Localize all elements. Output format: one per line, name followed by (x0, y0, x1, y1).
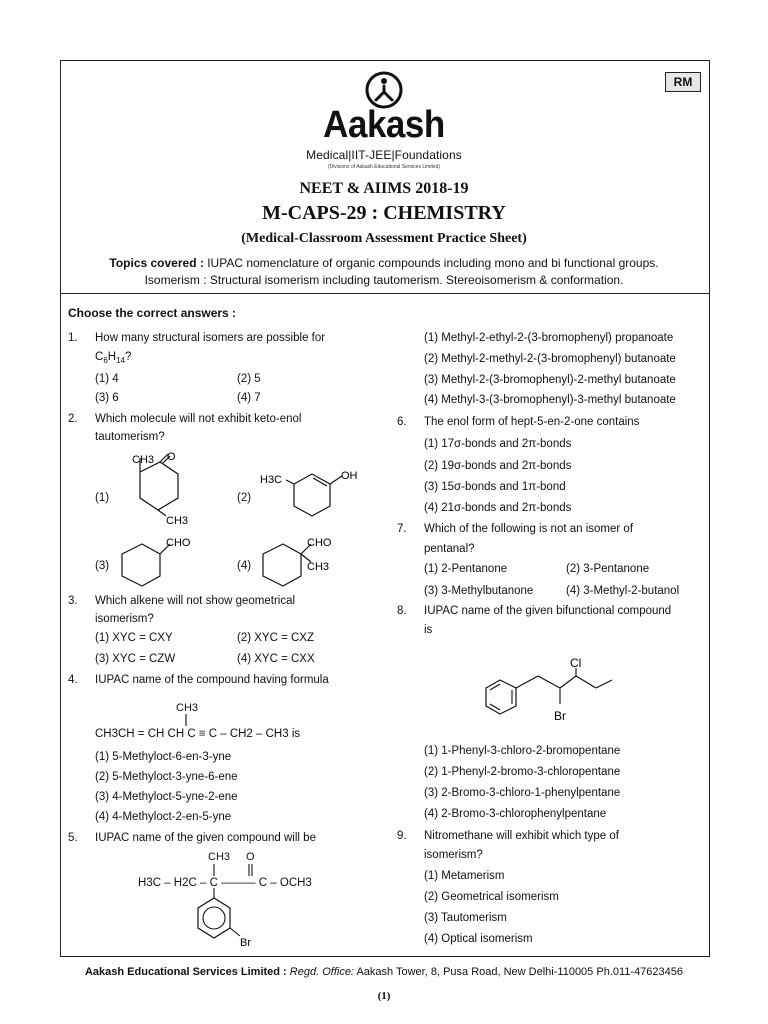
q4-branch-line (184, 714, 188, 728)
q1-text: How many structural isomers are possible for (95, 332, 326, 344)
q3-number: 3. (68, 595, 78, 607)
q8-br: Br (554, 709, 566, 723)
q2-option-4[interactable]: (4) (237, 560, 252, 572)
s1-ch3-top: CH3 (132, 454, 155, 466)
q3-option-1[interactable]: (1) XYC = CXY (95, 632, 173, 644)
q6-option-2[interactable]: (2) 19σ-bonds and 2π-bonds (424, 460, 572, 472)
q1-option-2[interactable]: (2) 5 (237, 373, 261, 385)
rm-badge: RM (665, 72, 701, 92)
q8-option-1[interactable]: (1) 1-Phenyl-3-chloro-2-bromopentane (424, 745, 621, 757)
q8-option-2[interactable]: (2) 1-Phenyl-2-bromo-3-chloropentane (424, 766, 621, 778)
q4-number: 4. (68, 674, 78, 686)
q5-option-3[interactable]: (3) Methyl-2-(3-bromophenyl)-2-methyl butanoate (424, 374, 676, 386)
q4-text: IUPAC name of the compound having formula (95, 674, 329, 686)
sheet-title: M-CAPS-29 : CHEMISTRY (262, 202, 506, 224)
q2-structure-3 (110, 532, 210, 592)
q4-option-2[interactable]: (2) 5-Methyloct-3-yne-6-ene (95, 771, 238, 783)
topics-covered (70, 255, 698, 289)
q5-number: 5. (68, 832, 78, 844)
q2-structure-4 (255, 532, 355, 592)
footer-address: Aakash Tower, 8, Pusa Road, New Delhi-110005 Ph.011-47623456 (356, 966, 684, 978)
q9-option-4[interactable]: (4) Optical isomerism (424, 933, 533, 945)
q1-option-4[interactable]: (4) 7 (237, 392, 261, 404)
q3-option-2[interactable]: (2) XYC = CXZ (237, 632, 315, 644)
q5-option-1[interactable]: (1) Methyl-2-ethyl-2-(3-bromophenyl) propanoate (424, 332, 674, 344)
page-number: (1) (377, 990, 391, 1002)
q5-carbonyl-o: O (246, 851, 255, 863)
footer-company: Aakash Educational Services Limited : (84, 966, 287, 978)
q6-option-1[interactable]: (1) 17σ-bonds and 2π-bonds (424, 438, 572, 450)
q8-cl: Cl (570, 656, 582, 670)
q8-option-4[interactable]: (4) 2-Bromo-3-chlorophenylpentane (424, 808, 607, 820)
q5-option-4[interactable]: (4) Methyl-3-(3-bromophenyl)-3-methyl butanoate (424, 394, 676, 406)
q9-option-2[interactable]: (2) Geometrical isomerism (424, 891, 559, 903)
q5-text: IUPAC name of the given compound will be (95, 832, 316, 844)
s3-cho: CHO (166, 537, 191, 549)
instruction: Choose the correct answers : (68, 306, 237, 320)
q1-number: 1. (68, 332, 78, 344)
topics-label: Topics covered : (109, 256, 204, 270)
q7-number: 7. (397, 523, 407, 535)
q1-option-3[interactable]: (3) 6 (95, 392, 119, 404)
q4-option-1[interactable]: (1) 5-Methyloct-6-en-3-yne (95, 751, 232, 763)
q5-br: Br (240, 937, 251, 949)
q3-option-4[interactable]: (4) XYC = CXX (237, 653, 315, 665)
q2-structure-1 (110, 450, 200, 530)
q7-text-1: Which of the following is not an isomer of (424, 523, 634, 535)
brand-divisions: Medical|IIT-JEE|Foundations (306, 148, 462, 162)
q2-text-1: Which molecule will not exhibit keto-enol (95, 413, 302, 425)
q4-option-4[interactable]: (4) 4-Methyloct-2-en-5-yne (95, 811, 232, 823)
footer (0, 966, 768, 978)
q5-ch3: CH3 (208, 851, 231, 863)
q2-structure-2 (258, 462, 368, 522)
q1-formula: $C_6H_{14}$? (95, 351, 132, 365)
q5-option-2[interactable]: (2) Methyl-2-methyl-2-(3-bromophenyl) butanoate (424, 353, 676, 365)
q8-text-2: is (424, 624, 433, 636)
q4-formula: CH3CH = CH CH C ≡ C – CH2 – CH3 is (95, 728, 301, 740)
sheet-subtitle: (Medical-Classroom Assessment Practice Sheet) (241, 231, 527, 246)
q8-option-3[interactable]: (3) 2-Bromo-3-chloro-1-phenylpentane (424, 787, 621, 799)
q7-option-4[interactable]: (4) 3-Methyl-2-butanol (566, 585, 680, 597)
q4-ch3: CH3 (176, 702, 199, 714)
q3-text-1: Which alkene will not show geometrical (95, 595, 296, 607)
header-divider (60, 293, 710, 294)
s2-h3c: H3C (260, 474, 283, 486)
q2-option-1[interactable]: (1) (95, 492, 110, 504)
q2-option-2[interactable]: (2) (237, 492, 252, 504)
s1-ch3-bottom: CH3 (166, 515, 189, 527)
q7-option-2[interactable]: (2) 3-Pentanone (566, 563, 650, 575)
q5-chain: H3C – H2C – C ——— C – OCH3 (138, 877, 312, 889)
q9-option-3[interactable]: (3) Tautomerism (424, 912, 507, 924)
topics-line-2: Isomerism : Structural isomerism including tautomerism. Stereoisomerism & conformation. (144, 273, 624, 287)
exam-title: NEET & AIIMS 2018-19 (299, 180, 469, 197)
q7-option-3[interactable]: (3) 3-Methylbutanone (424, 585, 534, 597)
brand-name: Aakash (323, 104, 445, 146)
q8-text-1: IUPAC name of the given bifunctional compound (424, 605, 672, 617)
s4-cho: CHO (307, 537, 332, 549)
q7-text-2: pentanal? (424, 543, 475, 555)
q6-number: 6. (397, 416, 407, 428)
q3-text-2: isomerism? (95, 613, 154, 625)
q6-option-3[interactable]: (3) 15σ-bonds and 1π-bond (424, 481, 566, 493)
topics-line-1: IUPAC nomenclature of organic compounds including mono and bi functional groups. (207, 256, 659, 270)
q6-option-4[interactable]: (4) 21σ-bonds and 2π-bonds (424, 502, 572, 514)
q6-text: The enol form of hept-5-en-2-one contains (424, 416, 640, 428)
s1-oxygen: O (167, 451, 176, 463)
q9-number: 9. (397, 830, 407, 842)
q9-option-1[interactable]: (1) Metamerism (424, 870, 505, 882)
q2-number: 2. (68, 413, 78, 425)
q8-structure (478, 652, 628, 732)
q5-benzene-ring (186, 888, 266, 952)
q9-text-2: isomerism? (424, 849, 483, 861)
q7-option-1[interactable]: (1) 2-Pentanone (424, 563, 508, 575)
q8-number: 8. (397, 605, 407, 617)
q2-text-2: tautomerism? (95, 431, 165, 443)
s2-oh: OH (341, 470, 358, 482)
footer-regd: Regd. Office: (289, 966, 354, 978)
q1-option-1[interactable]: (1) 4 (95, 373, 119, 385)
q9-text-1: Nitromethane will exhibit which type of (424, 830, 619, 842)
brand-note: (Divisions of Aakash Educational Services Limited) (327, 164, 441, 170)
q2-option-3[interactable]: (3) (95, 560, 110, 572)
q3-option-3[interactable]: (3) XYC = CZW (95, 653, 176, 665)
q4-option-3[interactable]: (3) 4-Methyloct-5-yne-2-ene (95, 791, 238, 803)
s4-ch3: CH3 (307, 561, 330, 573)
